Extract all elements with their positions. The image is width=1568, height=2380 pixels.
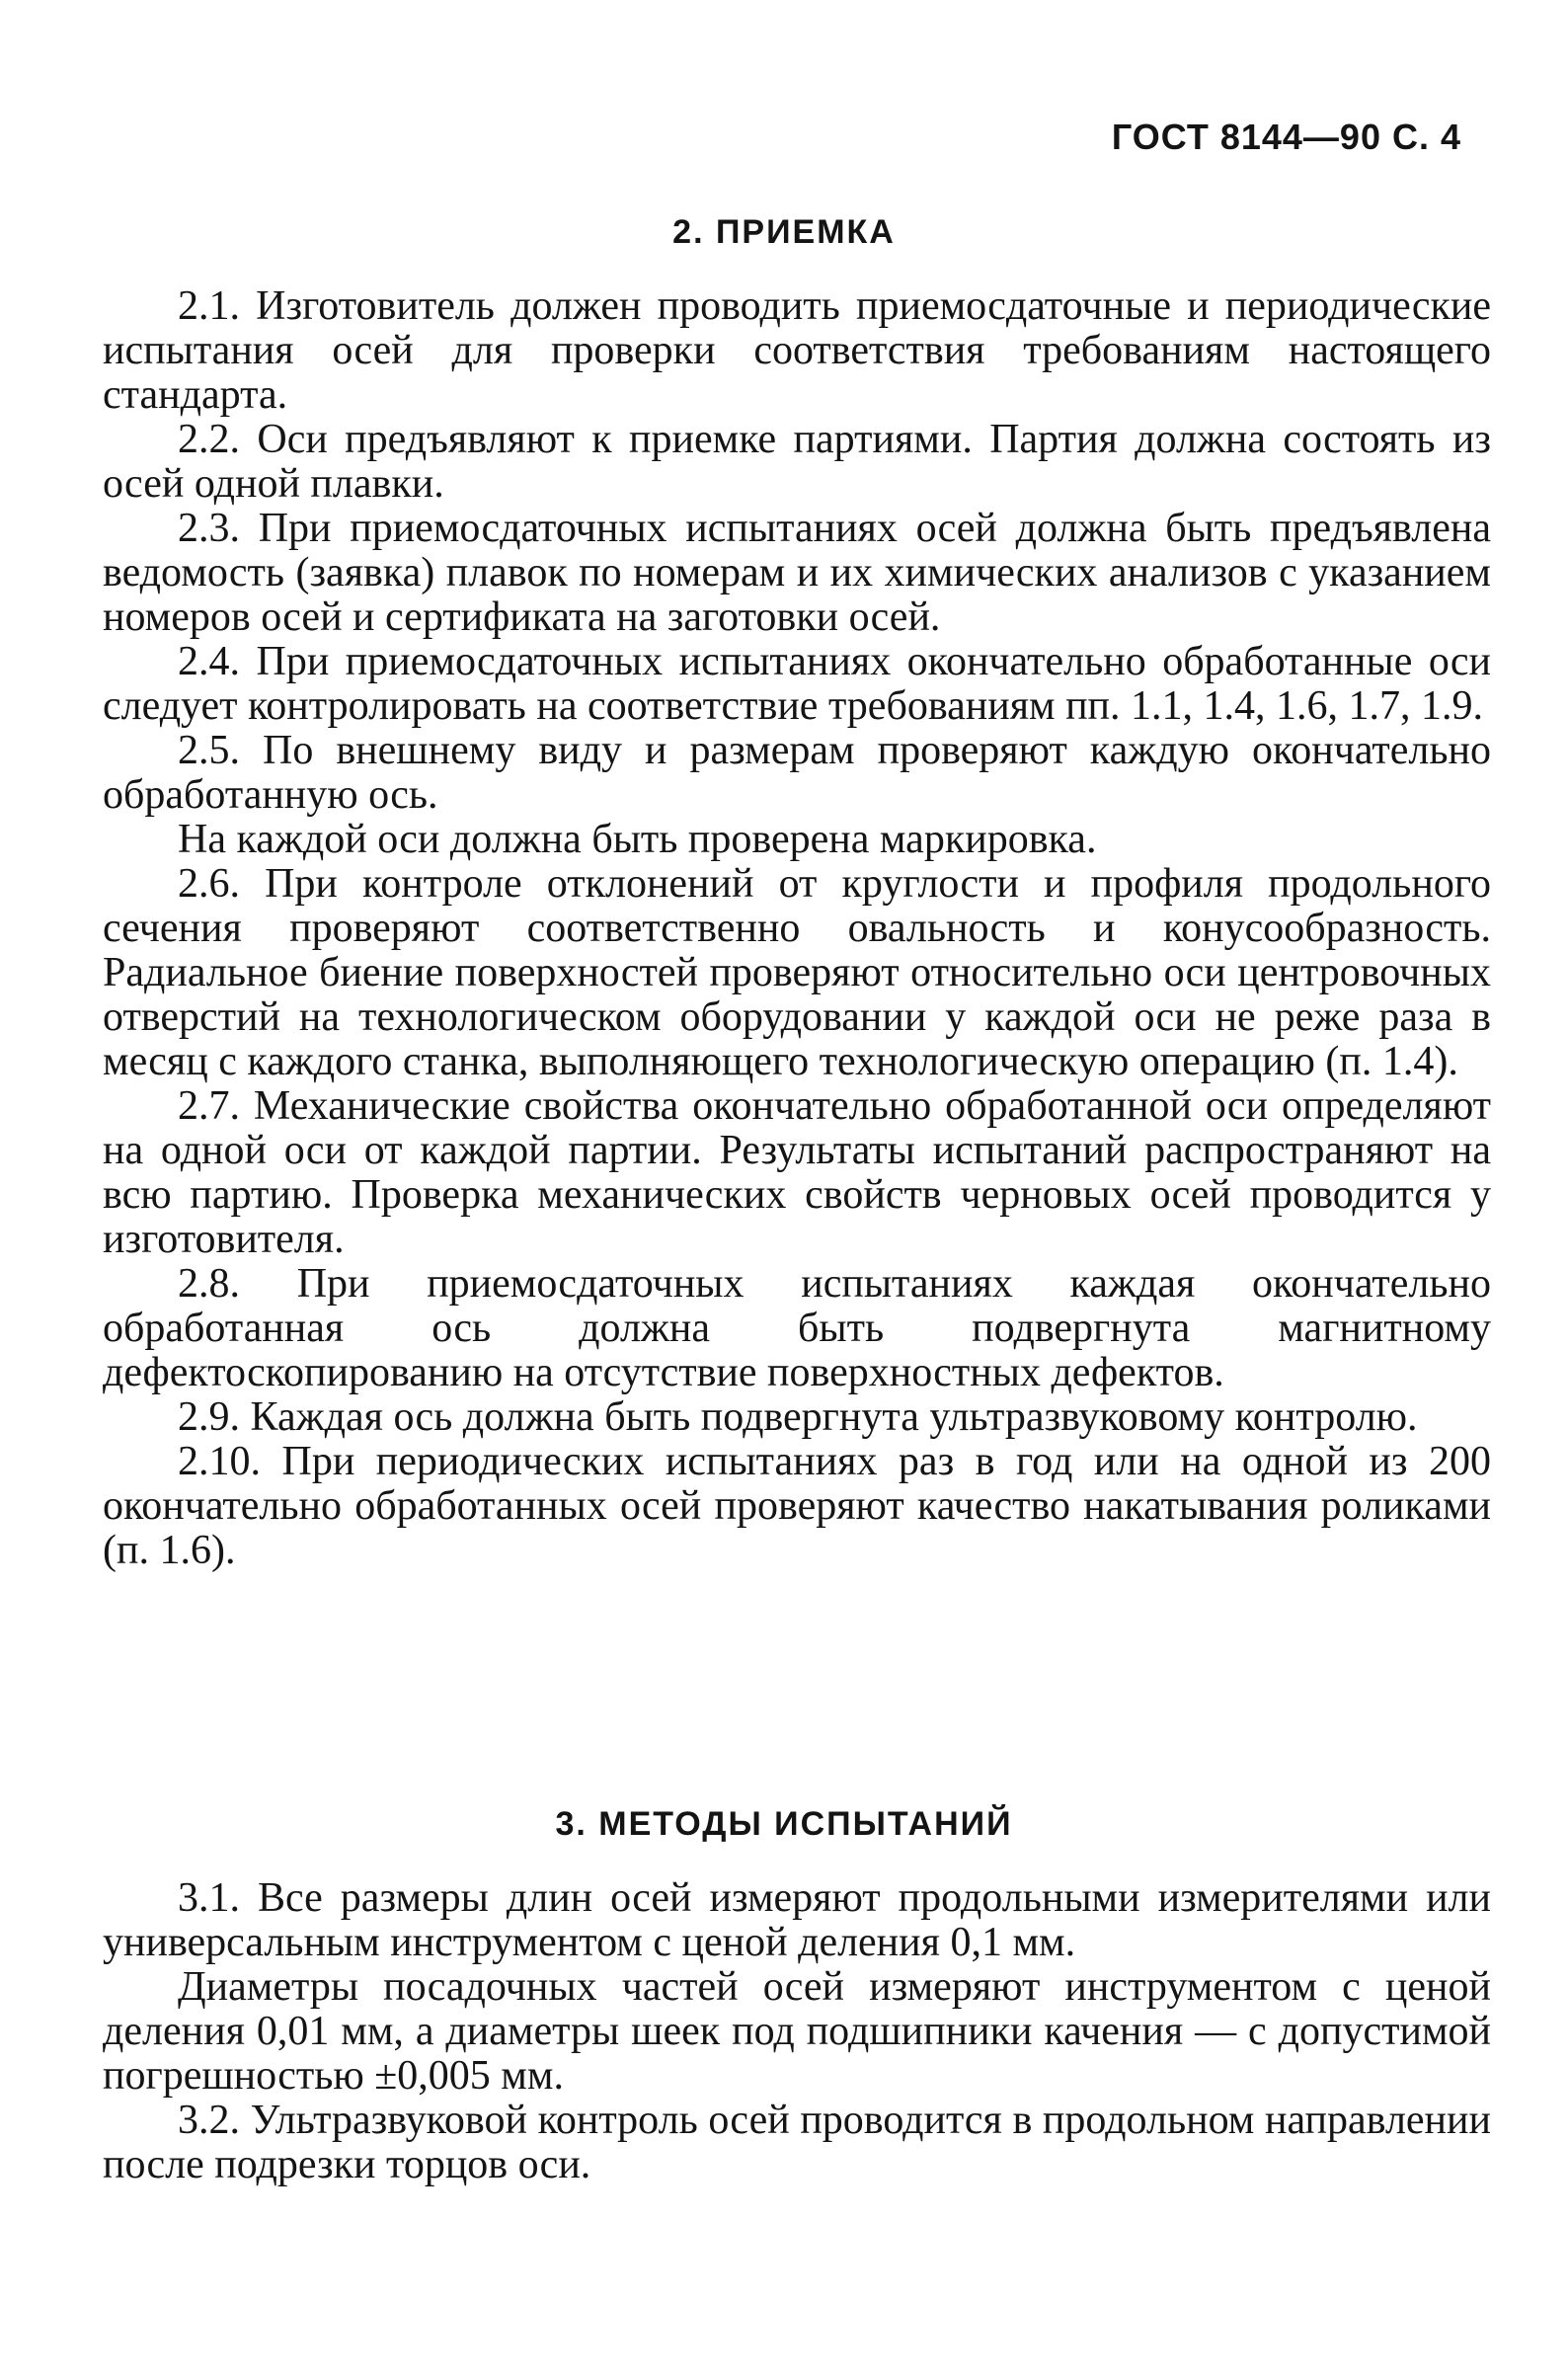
clause-2-6: 2.6. При контроле отклонений от круглости и профиля продольного сечения проверяют соответственно овальность и конусообразность. Радиальное биение поверхностей проверяют относительно оси центровочных отверстий на технологическом оборудовании у каждой оси не реже раза в месяц с каждого станка, выполняющего технологическую операцию (п. 1.4). <box>103 861 1491 1084</box>
section-body-test-methods <box>103 1876 1491 2187</box>
clause-2-2: 2.2. Оси предъявляют к приемке партиями. Партия должна состоять из осей одной плавки. <box>103 417 1491 507</box>
clause-2-1: 2.1. Изготовитель должен проводить приемосдаточные и периодические испытания осей для проверки соответствия требованиям настоящего стандарта. <box>103 283 1491 418</box>
clause-3-1-diameters: Диаметры посадочных частей осей измеряют инструментом с ценой деления 0,01 мм, а диаметры шеек под подшипники качения — с допустимой погрешностью ±0,005 мм. <box>103 1964 1491 2099</box>
section-title-test-methods: 3. МЕТОДЫ ИСПЫТАНИЙ <box>555 1805 1013 1843</box>
clause-2-9: 2.9. Каждая ось должна быть подвергнута ультразвуковому контролю. <box>178 1394 1418 1440</box>
clause-2-3: 2.3. При приемосдаточных испытаниях осей должна быть предъявлена ведомость (заявка) плавок по номерам и их химических анализов с указанием номеров осей и сертификата на заготовки осей. <box>103 506 1491 640</box>
clause-2-10: 2.10. При периодических испытаниях раз в год или на одной из 200 окончательно обработанных осей проверяют качество накатывания роликами (п. 1.6). <box>103 1439 1491 1573</box>
clause-3-1: 3.1. Все размеры длин осей измеряют продольными измерителями или универсальным инструментом с ценой деления 0,1 мм. <box>103 1875 1491 1965</box>
section-title-acceptance: 2. ПРИЕМКА <box>672 213 896 251</box>
clause-2-5-marking: На каждой оси должна быть проверена маркировка. <box>178 817 1097 862</box>
clause-2-5: 2.5. По внешнему виду и размерам проверяют каждую окончательно обработанную ось. <box>103 728 1491 818</box>
clause-3-2: 3.2. Ультразвуковой контроль осей проводится в продольном направлении после подрезки торцов оси. <box>103 2098 1491 2187</box>
page-header: ГОСТ 8144—90 С. 4 <box>1111 117 1461 157</box>
clause-2-7: 2.7. Механические свойства окончательно обработанной оси определяют на одной оси от каждой партии. Результаты испытаний распространяют на всю партию. Проверка механических свойств черновых осей проводится у изготовителя. <box>103 1083 1491 1262</box>
clause-2-4: 2.4. При приемосдаточных испытаниях окончательно обработанные оси следует контролировать на соответствие требованиям пп. 1.1, 1.4, 1.6, 1.7, 1.9. <box>103 639 1491 729</box>
section-body-acceptance <box>103 284 1491 1573</box>
clause-2-8: 2.8. При приемосдаточных испытаниях каждая окончательно обработанная ось должна быть подвергнута магнитному дефектоскопированию на отсутствие поверхностных дефектов. <box>103 1261 1491 1395</box>
